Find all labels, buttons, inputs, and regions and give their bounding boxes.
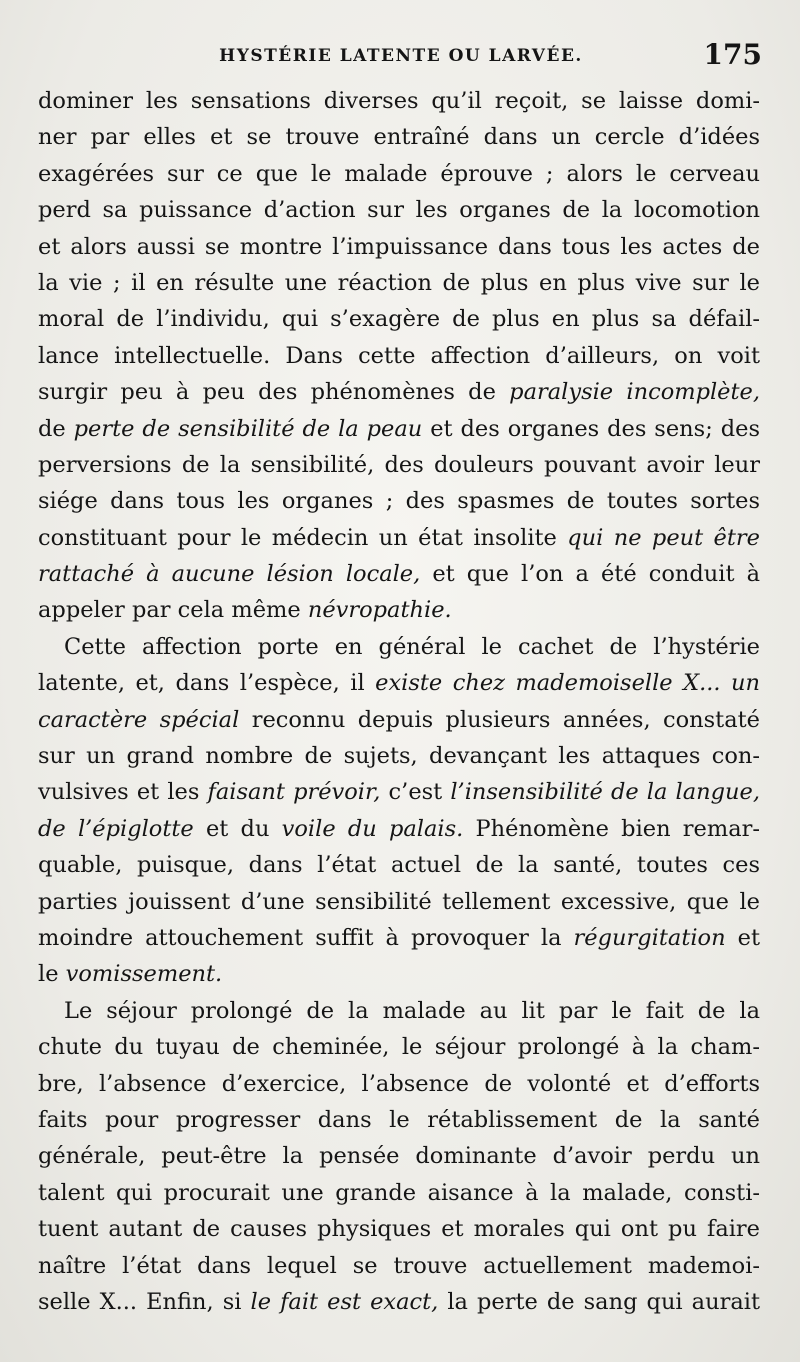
text-line bbox=[38, 774, 760, 810]
text-line: siége dans tous les organes ; des spasmes de toutes sortes bbox=[38, 488, 760, 515]
page-number: 175 bbox=[703, 38, 762, 71]
text-run: c’est bbox=[380, 779, 451, 806]
text-run: moindre attouchement suffit à provoquer la bbox=[38, 924, 574, 951]
text-line: et alors aussi se montre l’impuissance dans tous les actes de bbox=[38, 233, 760, 260]
text-line: ner par elles et se trouve entraîné dans un cercle d’idées bbox=[38, 124, 760, 151]
italic-run: l’insensibilité de la langue, bbox=[450, 779, 760, 806]
text-line: moral de l’individu, qui s’exagère de plus en plus sa défail- bbox=[38, 306, 760, 333]
text-line: parties jouissent d’une sensibilité tellement excessive, que le bbox=[38, 888, 760, 915]
body-text bbox=[38, 83, 760, 1320]
italic-run: paralysie incomplète, bbox=[509, 379, 760, 406]
text-line bbox=[38, 1284, 760, 1320]
text-run: selle X... Enfin, si bbox=[38, 1288, 251, 1315]
text-run: et bbox=[725, 924, 760, 951]
text-line bbox=[38, 665, 760, 701]
text-line bbox=[38, 811, 760, 847]
paragraph-start: Cette affection porte en général le cachet de l’hystérie bbox=[64, 633, 760, 660]
text-line bbox=[38, 520, 760, 556]
text-line: chute du tuyau de cheminée, le séjour prolongé à la cham- bbox=[38, 1034, 760, 1061]
text-line: naître l’état dans lequel se trouve actuellement mademoi- bbox=[38, 1252, 760, 1279]
italic-run: qui ne peut être bbox=[567, 524, 760, 551]
text-line: perd sa puissance d’action sur les organes de la locomotion bbox=[38, 197, 760, 224]
paragraph-start: Le séjour prolongé de la malade au lit par le fait de la bbox=[64, 997, 760, 1024]
italic-run: le fait est exact, bbox=[250, 1288, 439, 1315]
italic-run: de l’épiglotte bbox=[38, 815, 194, 842]
text-run: Phénomène bien remar- bbox=[463, 815, 760, 842]
italic-run: névropathie. bbox=[307, 597, 452, 624]
text-line: générale, peut-être la pensée dominante d’avoir perdu un bbox=[38, 1143, 760, 1170]
italic-run: rattaché à aucune lésion locale, bbox=[38, 561, 421, 588]
text-run: constituant pour le médecin un état insolite bbox=[38, 524, 568, 551]
text-line: lance intellectuelle. Dans cette affection d’ailleurs, on voit bbox=[38, 342, 760, 369]
running-head bbox=[40, 34, 762, 82]
text-line bbox=[38, 556, 760, 592]
italic-run: régurgitation bbox=[573, 924, 726, 951]
text-line: bre, l’absence d’exercice, l’absence de volonté et d’efforts bbox=[38, 1070, 760, 1097]
text-line: tuent autant de causes physiques et morales qui ont pu faire bbox=[38, 1216, 760, 1243]
text-line: quable, puisque, dans l’état actuel de la santé, toutes ces bbox=[38, 852, 760, 879]
text-run: surgir peu à peu des phénomènes de bbox=[38, 379, 510, 406]
text-run: latente, et, dans l’espèce, il bbox=[38, 670, 376, 697]
italic-run: perte de sensibilité de la peau bbox=[73, 415, 423, 442]
text-line bbox=[38, 920, 760, 956]
text-line: dominer les sensations diverses qu’il reçoit, se laisse domi- bbox=[38, 88, 760, 114]
italic-run: faisant prévoir, bbox=[207, 779, 381, 806]
text-run: vulsives et les bbox=[38, 779, 208, 806]
text-line: exagérées sur ce que le malade éprouve ; alors le cerveau bbox=[38, 160, 760, 187]
text-run: et des organes des sens; des bbox=[422, 415, 760, 442]
italic-run: voile du palais. bbox=[281, 815, 464, 842]
text-line: la vie ; il en résulte une réaction de plus en plus vive sur le bbox=[38, 269, 760, 296]
text-line bbox=[38, 374, 760, 410]
italic-run: existe chez mademoiselle X... un bbox=[375, 670, 761, 697]
text-line bbox=[38, 956, 760, 992]
italic-run: vomissement. bbox=[65, 961, 223, 988]
text-line: talent qui procurait une grande aisance à la malade, consti- bbox=[38, 1179, 760, 1206]
text-run: le bbox=[38, 961, 66, 988]
running-title: HYSTÉRIE LATENTE OU LARVÉE. bbox=[219, 46, 583, 66]
italic-run: caractère spécial bbox=[38, 706, 240, 733]
text-run: et du bbox=[193, 815, 282, 842]
text-line: faits pour progresser dans le rétablissement de la santé bbox=[38, 1106, 760, 1133]
text-run: et que l’on a été conduit à bbox=[420, 561, 760, 588]
text-run: reconnu depuis plusieurs années, constaté bbox=[239, 706, 760, 733]
text-run: de bbox=[38, 415, 74, 442]
text-line bbox=[38, 702, 760, 738]
text-line bbox=[38, 411, 760, 447]
text-run: appeler par cela même bbox=[38, 597, 308, 624]
text-line: sur un grand nombre de sujets, devançant les attaques con- bbox=[38, 743, 760, 770]
text-line bbox=[38, 592, 760, 628]
text-run: la perte de sang qui aurait bbox=[438, 1288, 760, 1315]
text-line: perversions de la sensibilité, des douleurs pouvant avoir leur bbox=[38, 451, 760, 478]
